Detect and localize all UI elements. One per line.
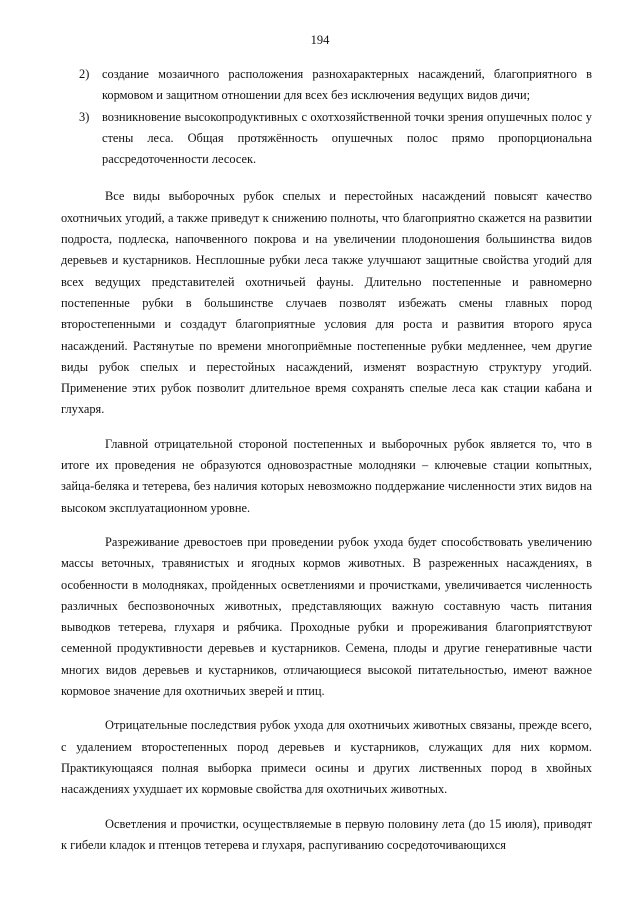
list-item-number: 3) xyxy=(79,109,90,124)
list-item xyxy=(61,107,592,171)
numbered-list xyxy=(61,64,592,170)
page-number: 194 xyxy=(310,33,330,47)
paragraph: Отрицательные последствия рубок ухода для охотничьих животных связаны, прежде всего, с удалением второстепенных пород деревьев и кустарников, служащих для них кормом. Практикующаяся полная выборка примеси осины и других лиственных пород в хвойных насаждениях ухудшает их кормовые свойства для охотничьих животных. xyxy=(61,718,592,797)
list-item-number: 2) xyxy=(79,67,90,81)
list-item-text: возникновение высокопродуктивных с охотхозяйственной точки зрения опушечных полос у стены леса. Общая протяжённость опушечных полос прямо пропорциональна рассредоточенности лесосек. xyxy=(102,109,592,167)
page-content xyxy=(61,64,592,856)
paragraph: Осветления и прочистки, осуществляемые в первую половину лета (до 15 июля), приводят к гибели кладок и птенцов тетерева и глухаря, распугиванию сосредоточивающихся xyxy=(61,816,592,852)
list-item xyxy=(61,64,592,107)
paragraph: Главной отрицательной стороной постепенных и выборочных рубок является то, что в итоге их проведения не образуются одновозрастные молодняки – ключевые стации копытных, зайца-беляка и тетерева, без наличия которых невозможно поддержание численности этих видов на высоком эксплуатационном уровне. xyxy=(61,436,592,515)
paragraph: Все виды выборочных рубок спелых и перестойных насаждений повысят качество охотничьих угодий, а также приведут к снижению полноты, что благоприятно скажется на развитии подроста, подлеска, напочвенного покрова и на увеличении плодоношения большинства видов деревьев и кустарников. Несплошные рубки леса также улучшают защитные свойства угодий для всех ведущих представителей охотничьей фауны. Длительно постепенные и равномерно постепенные рубки в большинстве случаев позволят избежать смены главных пород второстепенными и создадут благоприятные условия для роста и развития второго яруса насаждений. Растянутые по времени многоприёмные постепенные рубки медленнее, чем другие виды рубок спелых и перестойных насаждений, изменят возрастную структуру угодий. Применение этих рубок позволит длительное время сохранять спелые леса как стации кабана и глухаря. xyxy=(61,189,592,417)
list-item-text: создание мозаичного расположения разнохарактерных насаждений, благоприятного в кормовом и защитном отношении для всех без исключения ведущих видов дичи; xyxy=(102,67,592,103)
paragraph: Разреживание древостоев при проведении рубок ухода будет способствовать увеличению массы веточных, травянистых и ягодных кормов животных. В разреженных насаждениях, в особенности в молодняках, пройденных осветлениями и прочистками, увеличивается численность различных беспозвоночных животных, представляющих важную составную часть питания выводков тетерева, глухаря и рябчика. Проходные рубки и прореживания благоприятствуют семенной продуктивности деревьев и кустарников. Семена, плоды и другие генеративные части многих видов деревьев и кустарников, отличающиеся высокой питательностью, имеют важное кормовое значение для охотничьих зверей и птиц. xyxy=(61,534,592,699)
